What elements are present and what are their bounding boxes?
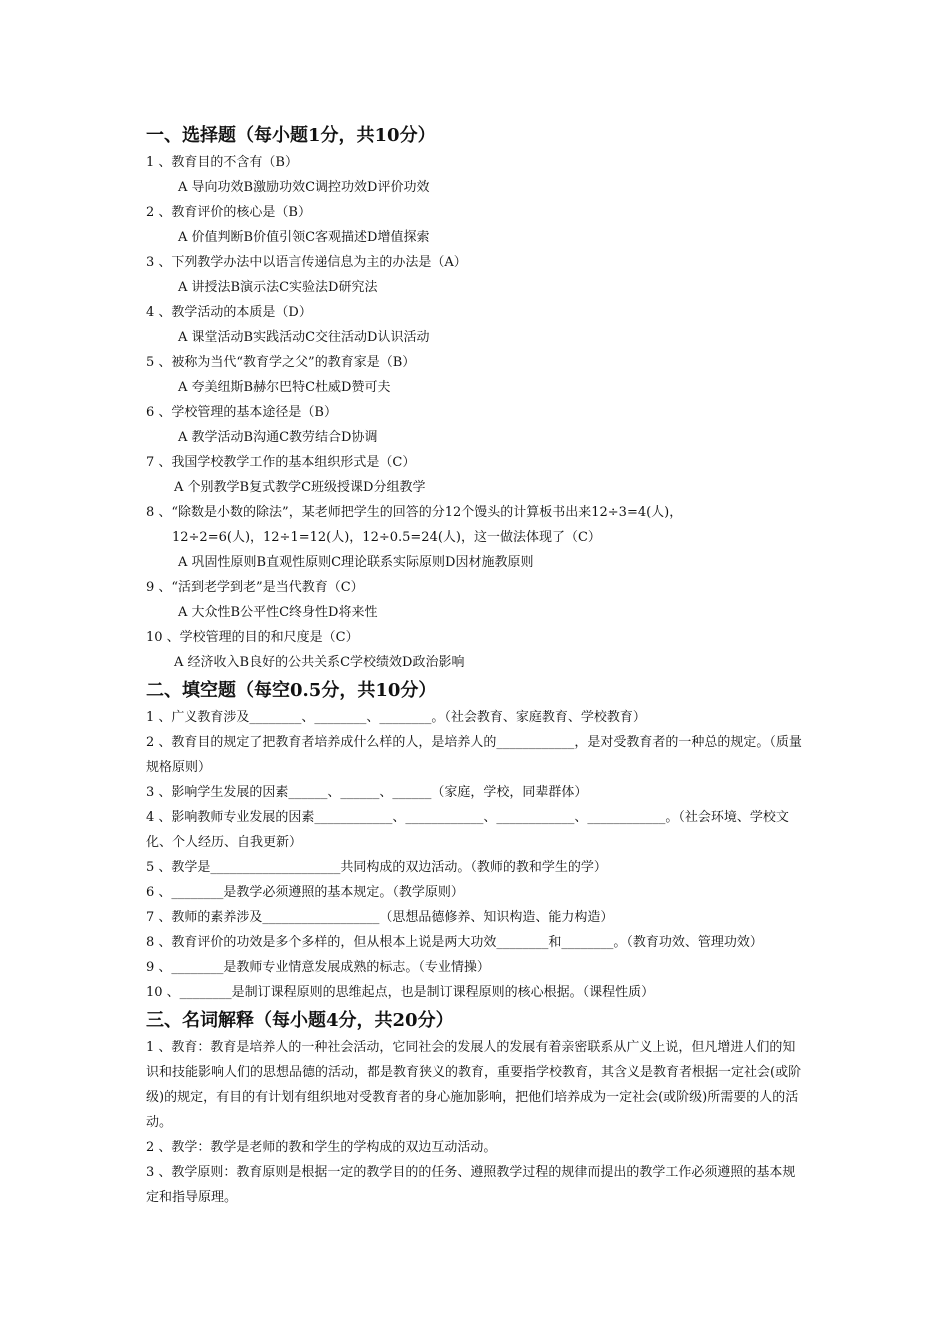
question-text-continued: 12÷2=6(人)，12÷1=12(人)，12÷0.5=24(人)，这一做法体现了（C）: [172, 530, 601, 545]
question-text: 9 、“活到老学到老”是当代教育（C）: [146, 580, 364, 595]
question-options: A 夸美纽斯B赫尔巴特C杜威D赞可夫: [178, 380, 391, 395]
term-item-2: 2 、教学：教学是老师的教和学生的学构成的双边互动活动。: [146, 1140, 497, 1155]
question-text: 6 、学校管理的基本途径是（B）: [146, 405, 337, 420]
fill-item-9: 9 、________是教师专业情意发展成熟的标志。（专业情操）: [146, 960, 490, 975]
question-text: 10 、学校管理的目的和尺度是（C）: [146, 630, 359, 645]
question-7: [146, 450, 806, 500]
question-options: A 教学活动B沟通C教劳结合D协调: [178, 430, 378, 445]
question-3: [146, 250, 806, 300]
question-options: A 经济收入B良好的公共关系C学校绩效D政治影响: [174, 655, 465, 670]
fill-item-2: 2 、教育目的规定了把教育者培养成什么样的人，是培养人的____________，是对受教育者的一种总的规定。（质量规格原则）: [146, 735, 802, 775]
question-8: [146, 500, 806, 575]
question-2: [146, 200, 806, 250]
question-text: 3 、下列教学办法中以语言传递信息为主的办法是（A）: [146, 255, 467, 270]
section-title-terms: 三、名词解释（每小题4分，共20分）: [146, 1010, 454, 1031]
question-4: [146, 300, 806, 350]
question-text: 4 、教学活动的本质是（D）: [146, 305, 312, 320]
question-1: [146, 150, 806, 200]
question-10: [146, 625, 806, 675]
question-options: A 大众性B公平性C终身性D将来性: [178, 605, 378, 620]
section-title-fill: 二、填空题（每空0.5分，共10分）: [146, 680, 437, 701]
fill-item-5: 5 、教学是____________________共同构成的双边活动。（教师的教和学生的学）: [146, 860, 607, 875]
question-6: [146, 400, 806, 450]
question-options: A 课堂活动B实践活动C交往活动D认识活动: [178, 330, 430, 345]
question-5: [146, 350, 806, 400]
exam-document: [146, 120, 806, 1210]
question-text: 1 、教育目的不含有（B）: [146, 155, 298, 170]
term-item-1: 1 、教育：教育是培养人的一种社会活动，它同社会的发展人的发展有着亲密联系从广义上说，但凡增进人们的知识和技能影响人们的思想品德的活动，都是教育狭义的教育，重要指学校教育，其含义是教育者根据一定社会(或阶级)的规定，有目的有计划有组织地对受教育者的身心施加影响，把他们培养成为一定社会(或阶级)所需要的人的活动。: [146, 1040, 802, 1130]
fill-item-8: 8 、教育评价的功效是多个多样的，但从根本上说是两大功效________和________。（教育功效、管理功效）: [146, 935, 763, 950]
fill-item-4: 4 、影响教师专业发展的因素____________、____________、____________、____________。（社会环境、学校文化、个人经历、自我更新）: [146, 810, 789, 850]
question-options: A 讲授法B演示法C实验法D研究法: [178, 280, 378, 295]
question-text: 7 、我国学校教学工作的基本组织形式是（C）: [146, 455, 416, 470]
question-text: 5 、被称为当代“教育学之父”的教育家是（B）: [146, 355, 416, 370]
question-options: A 导向功效B激励功效C调控功效D评价功效: [178, 180, 430, 195]
fill-item-6: 6 、________是教学必须遵照的基本规定。（教学原则）: [146, 885, 464, 900]
question-text: 8 、“除数是小数的除法”，某老师把学生的回答的分12个馒头的计算板书出来12÷3=4(人)，: [146, 505, 683, 520]
term-item-3: 3 、教学原则：教育原则是根据一定的教学目的的任务、遵照教学过程的规律而提出的教学工作必须遵照的基本规定和指导原理。: [146, 1165, 796, 1205]
section-title-choice: 一、选择题（每小题1分，共10分）: [146, 125, 436, 146]
fill-item-10: 10 、________是制订课程原则的思维起点，也是制订课程原则的核心根据。（课程性质）: [146, 985, 655, 1000]
question-options: A 个别教学B复式教学C班级授课D分组教学: [174, 480, 426, 495]
fill-item-3: 3 、影响学生发展的因素______、______、______（家庭，学校，同辈群体）: [146, 785, 588, 800]
fill-item-7: 7 、教师的素养涉及__________________（思想品德修养、知识构造、能力构造）: [146, 910, 614, 925]
question-options: A 巩固性原则B直观性原则C理论联系实际原则D因材施教原则: [178, 555, 534, 570]
question-text: 2 、教育评价的核心是（B）: [146, 205, 311, 220]
fill-item-1: 1 、广义教育涉及________、________、________。（社会教育、家庭教育、学校教育）: [146, 710, 646, 725]
question-9: [146, 575, 806, 625]
question-options: A 价值判断B价值引领C客观描述D增值探索: [178, 230, 430, 245]
